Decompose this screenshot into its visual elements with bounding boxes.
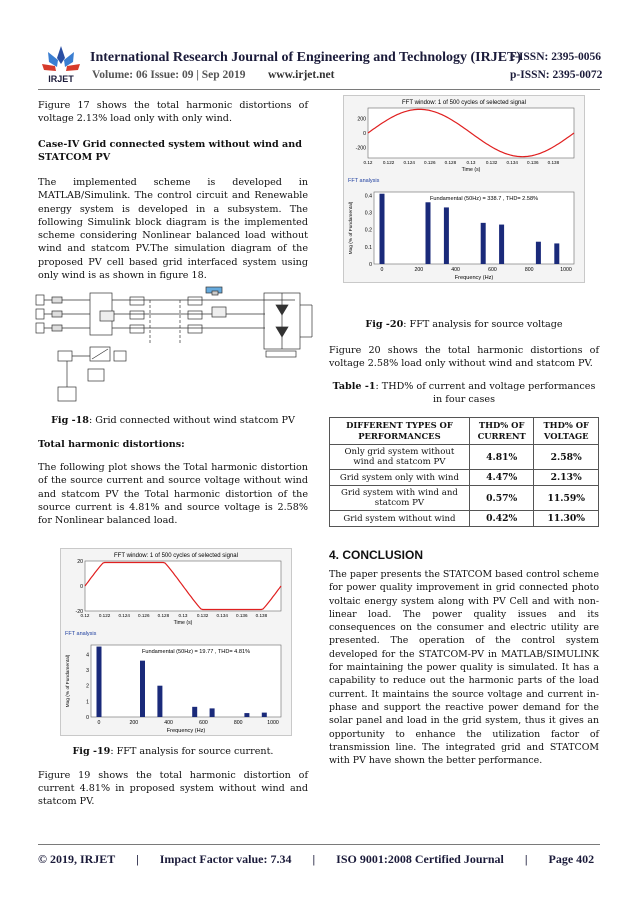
fft-y-tick-label: 4 <box>86 652 89 659</box>
e-issn: e-ISSN: 2395-0056 <box>510 51 602 63</box>
fft-bar <box>210 708 215 717</box>
footer-separator: | <box>524 852 528 866</box>
footer-impact-factor: Impact Factor value: 7.34 <box>159 852 292 866</box>
fft-y-tick-label: 0.3 <box>364 210 372 217</box>
table-cell: Grid system only with wind <box>330 470 470 486</box>
table-cell: 11.30% <box>534 511 599 527</box>
fft-plot-area <box>91 645 281 717</box>
paragraph-fig19: Figure 19 shows the total harmonic distortion of current 4.81% in proposed system without wind and statcom PV. <box>38 770 308 808</box>
volume-issue: Volume: 06 Issue: 09 | Sep 2019 <box>92 69 246 81</box>
table-row <box>330 511 599 527</box>
table-cell: Grid system without wind <box>330 511 470 527</box>
fft-bar <box>97 647 102 717</box>
fft-x-tick-label: 1000 <box>560 267 572 273</box>
p-issn: p-ISSN: 2395-0072 <box>510 69 603 81</box>
table-cell: 4.47% <box>469 470 534 486</box>
time-x-tick-label: 0.122 <box>382 160 395 165</box>
fft-x-tick-label: 200 <box>129 720 139 726</box>
time-x-axis-label: Time (s) <box>461 167 481 173</box>
header-divider <box>38 89 600 90</box>
paragraph-case-iv: The implemented scheme is developed in MATLAB/Simulink. The control circuit and Renewable energy system is developed in a subsystem. The following Simulink block diagram is the implemented scheme considering Nonlinear balanced load without wind and statcom PV.The simulation diagram of the proposed PV cell based grid interfaced system using only wind is as shown in figure 18. <box>38 177 308 282</box>
footer-divider <box>38 844 600 845</box>
time-y-tick-label: 200 <box>357 116 366 123</box>
fft-y-tick-label: 0 <box>369 262 372 268</box>
time-x-tick-label: 0.128 <box>444 160 457 165</box>
time-x-tick-label: 0.134 <box>506 160 518 165</box>
table-cell: 4.81% <box>469 445 534 470</box>
fft-x-axis-label: Frequency (Hz) <box>166 728 206 734</box>
fft-bar <box>444 207 449 264</box>
fft-x-tick-label: 400 <box>451 267 460 273</box>
fft-y-tick-label: 0.4 <box>364 193 372 200</box>
fft-x-tick-label: 400 <box>164 720 173 726</box>
footer <box>38 852 600 867</box>
time-plot-title: FFT window: 1 of 500 cycles of selected signal <box>114 553 238 559</box>
time-x-tick-label: 0.132 <box>196 613 209 618</box>
table-header-cell: THD% OF CURRENT <box>469 418 534 445</box>
footer-page-number: Page 402 <box>548 852 595 866</box>
fft-x-tick-label: 1000 <box>267 720 279 726</box>
fft-y-tick-label: 3 <box>86 668 89 675</box>
fft-y-axis-label: Mag (% of Fundamental) <box>66 654 71 708</box>
fft-plot-title: Fundamental (50Hz) = 338.7 , THD= 2.58% <box>429 196 539 202</box>
time-x-tick-label: 0.128 <box>157 613 170 618</box>
conclusion-heading: 4. CONCLUSION <box>329 548 424 562</box>
table-row <box>330 486 599 511</box>
time-x-tick-label: 0.138 <box>255 613 268 618</box>
simulink-diagram-fig18 <box>30 285 320 407</box>
fft-x-tick-label: 800 <box>524 267 534 273</box>
fft-x-tick-label: 600 <box>199 720 208 726</box>
time-x-tick-label: 0.136 <box>527 160 539 165</box>
case-iv-heading: Case-IV Grid connected system without wind and STATCOM PV <box>38 139 302 164</box>
journal-title: International Research Journal of Engineering and Technology (IRJET) <box>90 50 522 65</box>
footer-iso: ISO 9001:2008 Certified Journal <box>336 852 504 866</box>
fft-plot-fig20 <box>343 95 585 283</box>
time-y-tick-label: 20 <box>77 559 83 565</box>
fft-bar <box>140 661 145 717</box>
fft-plot-fig19 <box>60 548 292 736</box>
fft-y-tick-label: 0.1 <box>364 244 372 251</box>
table-header-cell: THD% OF VOLTAGE <box>534 418 599 445</box>
fft-x-tick-label: 600 <box>488 267 497 273</box>
fft-y-tick-label: 2 <box>86 683 89 690</box>
fft-x-tick-label: 0 <box>97 720 101 726</box>
thd-heading: Total harmonic distortions: <box>38 439 185 450</box>
table-cell: 2.58% <box>534 445 599 470</box>
time-x-tick-label: 0.126 <box>424 160 436 165</box>
fft-bar <box>244 713 249 717</box>
table-cell: Only grid system without wind and statcom PV <box>330 445 470 470</box>
fft-plot-title: Fundamental (50Hz) = 19.77 , THD= 4.81% <box>141 649 251 655</box>
journal-website-link[interactable]: www.irjet.net <box>268 69 335 81</box>
time-plot-title: FFT window: 1 of 500 cycles of selected signal <box>402 100 526 106</box>
time-y-tick-label: 0 <box>363 131 366 137</box>
fft-bar <box>481 223 486 264</box>
irjet-logo <box>38 44 84 84</box>
fft-panel-label: FFT analysis <box>65 631 97 637</box>
fig20-caption: Fig -20: FFT analysis for source voltage <box>365 319 563 330</box>
fft-x-tick-label: 800 <box>233 720 243 726</box>
footer-separator: | <box>312 852 316 866</box>
time-x-tick-label: 0.12 <box>80 613 90 618</box>
time-y-tick-label: -20 <box>75 609 83 615</box>
fig19-caption: Fig -19: FFT analysis for source current. <box>72 746 274 757</box>
time-y-tick-label: 0 <box>80 584 83 590</box>
time-x-tick-label: 0.124 <box>118 613 130 618</box>
fft-bar <box>426 202 431 264</box>
footer-copyright: © 2019, IRJET <box>38 852 116 866</box>
fft-bar <box>536 242 541 264</box>
fft-plot-area <box>374 192 574 264</box>
fft-bar <box>380 194 385 264</box>
time-x-tick-label: 0.13 <box>466 160 476 165</box>
fft-bar <box>554 243 559 264</box>
fft-x-axis-label: Frequency (Hz) <box>454 275 494 281</box>
fft-y-axis-label: Mag (% of Fundamental) <box>349 201 354 255</box>
table-header-row <box>330 418 599 445</box>
time-x-tick-label: 0.136 <box>236 613 248 618</box>
time-x-tick-label: 0.132 <box>485 160 498 165</box>
fft-y-tick-label: 0.2 <box>364 227 372 234</box>
paragraph-fig17: Figure 17 shows the total harmonic distortions of voltage 2.13% load only with only wind. <box>38 100 308 125</box>
table-row <box>330 445 599 470</box>
time-x-tick-label: 0.122 <box>98 613 111 618</box>
svg-text:IRJET: IRJET <box>48 74 74 84</box>
fft-bar <box>262 713 267 717</box>
fft-panel-label: FFT analysis <box>348 178 380 184</box>
conclusion-paragraph: The paper presents the STATCOM based control scheme for power quality improvement in grid connected photo voltaic energy system along with PV Cell and with non-linear load. The power quality issues and its consequences on the consumer and electric utility are presented. The operation of the control system developed for the STATCOM-PV in MATLAB/SIMULINK for maintaining the power quality is simulated. It has a capability to reduce out the harmonic parts of the load current. It maintains the source voltage and current in-phase and support the reactive power demand for the solar panel and load in the grid system, thus it gives an opportunity to enhance the utilization factor of transmission line. The integrated grid and STATCOM with PV have shown the better performance. <box>329 569 599 767</box>
table-cell: 0.42% <box>469 511 534 527</box>
fft-y-tick-label: 1 <box>86 699 89 706</box>
time-x-tick-label: 0.124 <box>403 160 415 165</box>
time-x-tick-label: 0.13 <box>178 613 188 618</box>
paragraph-fig20: Figure 20 shows the total harmonic distortions of voltage 2.58% load only without wind and statcom PV. <box>329 345 599 370</box>
thd-table <box>329 417 599 527</box>
fft-y-tick-label: 0 <box>86 715 89 721</box>
table-header-cell: DIFFERENT TYPES OF PERFORMANCES <box>330 418 470 445</box>
time-x-tick-label: 0.138 <box>547 160 560 165</box>
table-row <box>330 470 599 486</box>
time-x-tick-label: 0.12 <box>363 160 373 165</box>
table-cell: 2.13% <box>534 470 599 486</box>
table-cell: 0.57% <box>469 486 534 511</box>
paragraph-thd: The following plot shows the Total harmonic distortion of the source current and source voltage without wind and statcom PV the Total harmonic distortion of the source current is 4.81% and source voltage is 2.58% for Nonlinear balanced load. <box>38 462 308 527</box>
time-y-tick-label: -200 <box>355 145 366 152</box>
fft-bar <box>157 686 162 717</box>
fig18-caption: Fig -18: Grid connected without wind statcom PV <box>51 415 295 426</box>
time-x-axis-label: Time (s) <box>173 620 193 626</box>
table-cell: 11.59% <box>534 486 599 511</box>
footer-separator: | <box>136 852 139 866</box>
time-x-tick-label: 0.126 <box>138 613 150 618</box>
table-cell: Grid system with wind and statcom PV <box>330 486 470 511</box>
fft-bar <box>499 225 504 264</box>
fft-x-tick-label: 200 <box>414 267 424 273</box>
time-x-tick-label: 0.134 <box>216 613 228 618</box>
fft-x-tick-label: 0 <box>380 267 384 273</box>
table-caption: Table -1: THD% of current and voltage performances in four cases <box>332 381 596 405</box>
fft-bar <box>192 707 197 717</box>
